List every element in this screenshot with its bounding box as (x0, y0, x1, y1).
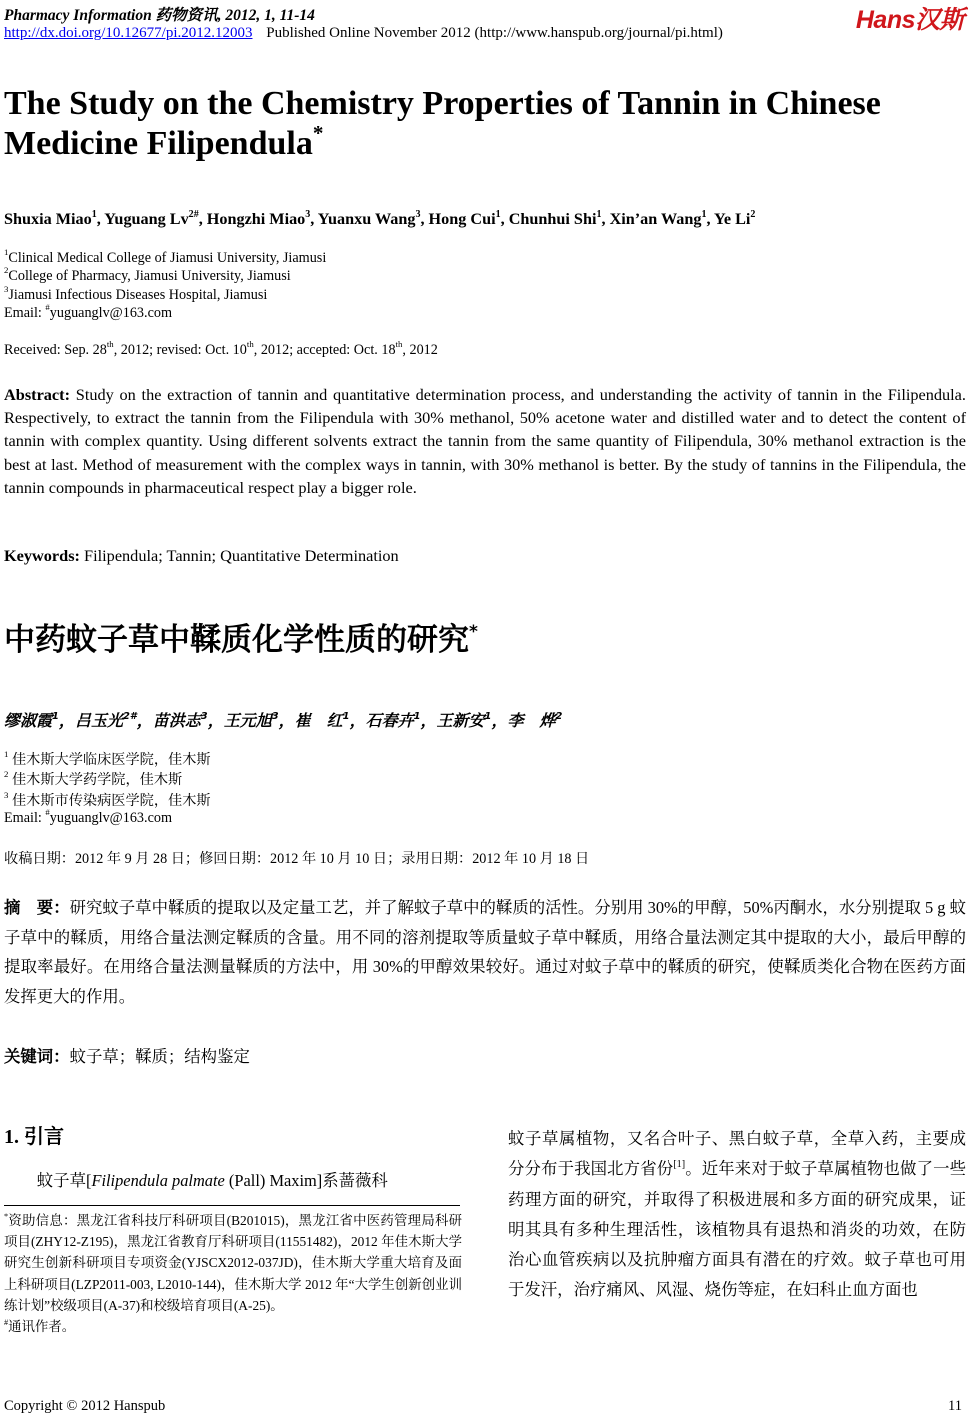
abstract-label: Abstract: (4, 385, 71, 404)
affiliation-cn: $^2$ 佳木斯大学药学院，佳木斯 (4, 769, 183, 788)
author-list (4, 210, 755, 229)
author-cn: 缪淑霞$^1$， (4, 710, 75, 730)
author: Ye Li$^2$ (714, 208, 756, 228)
abstract-text: Study on the extraction of tannin and quantitative determination process, and understanding the activity of tannin in the Filipendula. Respectively, to extract the tannin from the Filipendula with 30% methanol, 50% acetone water and distilled water and to detect the content of tannin with complex quantity. Using different solvents extract the tannin from the same quantity of Filipendula, 30% methanol extraction is the best at last. Method of measurement with the complex ways in tannin, with 30% methanol is better. By the study of tannins in the Filipendula, the tannin compounds in pharmaceutical respect play a bigger role. (4, 385, 966, 497)
corresponding-author-footnote: #通讯作者。 (4, 1317, 76, 1335)
article-dates: Received: Sep. 28th, 2012; revised: Oct. 10th, 2012; accepted: Oct. 18th, 2012 (4, 339, 438, 358)
published-online: Published Online November 2012 (http://www.hanspub.org/journal/pi.html) (266, 25, 723, 41)
copyright: Copyright © 2012 Hanspub (4, 1398, 166, 1414)
funding-footnote: *资助信息：黑龙江省科技厅科研项目(B201015)，黑龙江省中医药管理局科研项目(ZHY12-Z195)，黑龙江省教育厅科研项目(11551482)，2012 年佳木斯大学研究生创新科研项目专项资金(YJSCX2012-037JD)，佳木斯大学重大培育及面上科研项目(LZP2011-003, L2010-144)，佳木斯大学 2012 年“大学生创新创业训练计划”校级项目(A-37)和校级培育项目(A-25)。 (4, 1211, 462, 1313)
author-cn: 石春卉$^1$， (365, 710, 437, 730)
journal-header (4, 3, 315, 25)
keywords-label-cn: 关键词： (4, 1047, 70, 1066)
hans-logo: Hans汉斯 (855, 6, 964, 34)
email-line-cn: Email: #yuguanglv@163.com (4, 807, 172, 826)
keywords-en (4, 544, 966, 567)
abstract-en (4, 383, 966, 499)
abstract-text-cn: 研究蚊子草中鞣质的提取以及定量工艺，并了解蚊子草中的鞣质的活性。分别用 30%的甲醇，50%丙酮水，水分别提取 5 g 蚊子草中的鞣质，用络合量法测定鞣质的含量。用不同的溶剂提取等质量蚊子草中鞣质，用络合量法测定其中提取的大小，最后甲醇的提取率最好。在用络合量法测量鞣质的方法中，用 30%的甲醇效果较好。通过对蚊子草中的鞣质的研究，使鞣质类化合物在医药方面发挥更大的作用。 (4, 898, 966, 1006)
author: Xin’an Wang$^1$, (609, 208, 714, 228)
doi-link[interactable]: http://dx.doi.org/10.12677/pi.2012.12003 (4, 25, 253, 41)
keywords-text-cn: 蚊子草；鞣质；结构鉴定 (69, 1047, 250, 1066)
keywords-label: Keywords: (4, 546, 80, 565)
affiliation-cn: $^1$ 佳木斯大学临床医学院，佳木斯 (4, 749, 211, 768)
article-title-cn: 中药蚊子草中鞣质化学性质的研究* (4, 621, 478, 658)
footnote-divider (4, 1205, 460, 1206)
email-line: Email: #yuguanglv@163.com (4, 302, 172, 321)
article-title-text: The Study on the Chemistry Properties of Tannin in Chinese Medicine Filipendula (4, 85, 881, 162)
abstract-label-cn: 摘 要： (4, 898, 70, 917)
author: Shuxia Miao$^1$, (4, 208, 105, 228)
page-number: 11 (948, 1398, 962, 1414)
keywords-cn (4, 1042, 966, 1072)
journal-name: Pharmacy Information (4, 7, 152, 24)
author-cn: 王元旭$^3$， (223, 710, 295, 730)
affiliation-cn: $^3$ 佳木斯市传染病医学院，佳木斯 (4, 790, 211, 809)
author: Chunhui Shi$^1$, (508, 208, 610, 228)
journal-citation: , 2012, 1, 11-14 (217, 7, 315, 24)
journal-name-cn: 药物资讯 (155, 7, 218, 24)
intro-paragraph-continued: 蚊子草属植物，又名合叶子、黑白蚊子草，全草入药，主要成分分布于我国北方省份[1]。近年来对于蚊子草属植物也做了一些药理方面的研究，并取得了积极进展和多方面的研究成果，证明其具有多种生理活性，该植物具有退热和消炎的功效，在防治心血管疾病以及抗肿瘤方面具有潜在的疗效。蚊子草也可用于发汗，治疗痛风、风湿、烧伤等症，在妇科止血方面也 (508, 1129, 967, 1300)
author-cn: 吕玉光$^{2\#}$， (74, 710, 153, 730)
author: Yuanxu Wang$^3$, (317, 208, 429, 228)
affiliation: $^2$College of Pharmacy, Jiamusi University, Jiamusi (4, 265, 291, 284)
section-heading: 1. 引言 (4, 1124, 64, 1148)
funding-mark: * (312, 120, 324, 145)
author: Yuguang $Lv^{2\#}$, (104, 208, 207, 228)
author: Hong Cui$^1$, (428, 208, 509, 228)
doi-line (4, 25, 723, 42)
reference-citation: [1] (673, 1158, 686, 1170)
affiliation: $^1$Clinical Medical College of Jiamusi University, Jiamusi (4, 247, 327, 266)
author: Hongzhi Miao$^3$, (206, 208, 318, 228)
author-cn: 李 烨$^2$ (507, 710, 563, 730)
affiliation: $^3$Jiamusi Infectious Diseases Hospital, Jiamusi (4, 284, 268, 303)
intro-paragraph-start: 蚊子草[Filipendula palmate (Pall) Maxim]系蔷薇科 (36, 1171, 388, 1190)
abstract-cn (4, 893, 966, 1011)
author-list-cn (4, 708, 562, 731)
author-cn: 苗洪志$^3$， (152, 710, 224, 730)
article-dates-cn: 收稿日期：2012 年 9 月 28 日；修回日期：2012 年 10 月 10 日；录用日期：2012 年 10 月 18 日 (4, 851, 590, 867)
author-cn: 崔 红$^1$， (294, 710, 366, 730)
footnotes (4, 1210, 462, 1337)
author-cn: 王新安$^1$， (436, 710, 508, 730)
article-title (4, 84, 954, 164)
keywords-text: Filipendula; Tannin; Quantitative Determination (84, 546, 399, 565)
email-address: yuguanglv@163.com (49, 305, 172, 321)
